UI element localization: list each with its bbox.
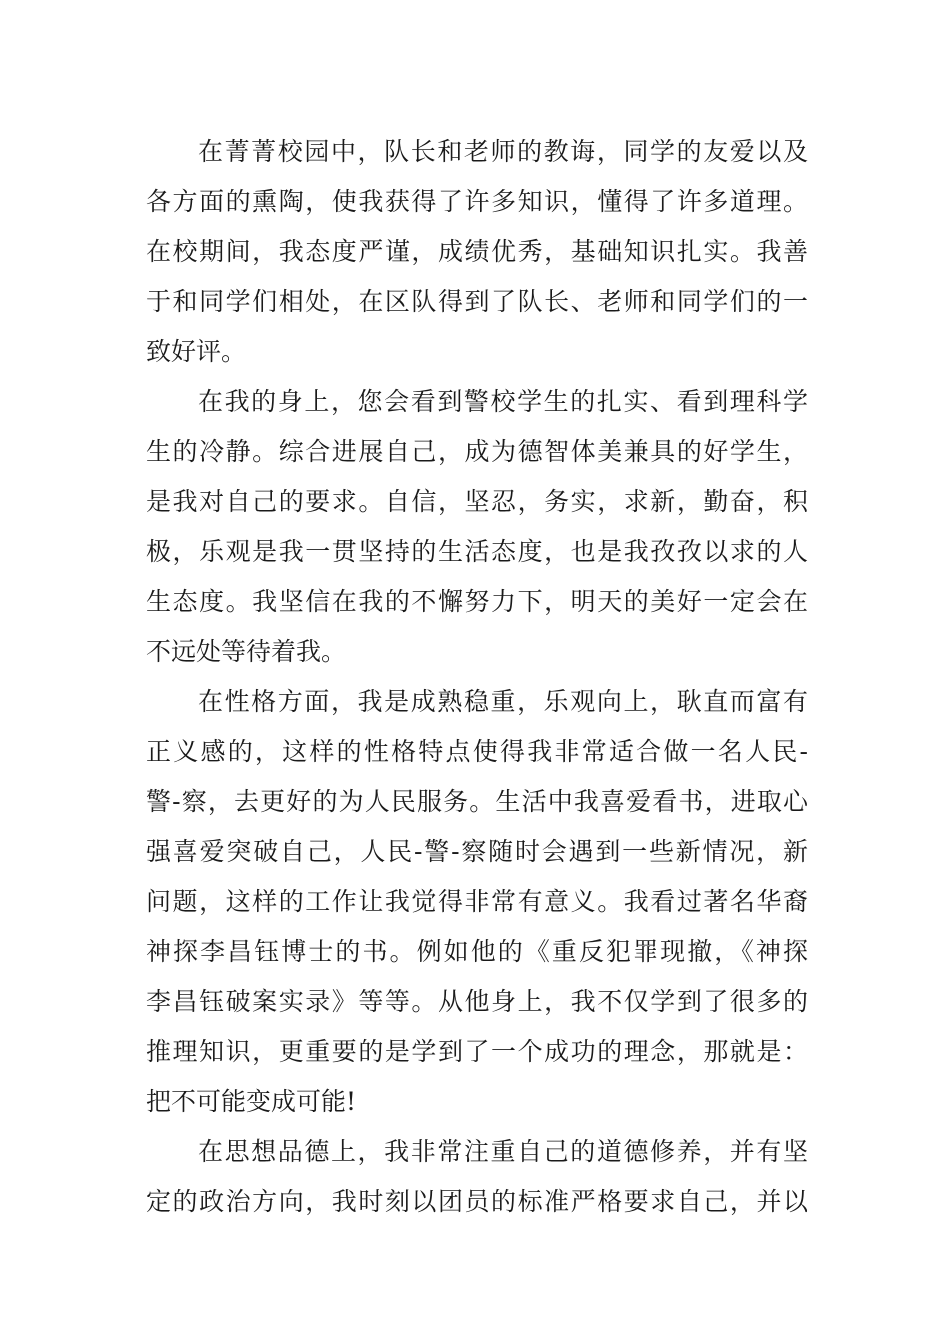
text-line: 致好评。: [146, 337, 247, 366]
text-line: 生的冷静。综合进展自己，成为德智体美兼具的好学生，: [146, 437, 808, 466]
text-line: 在校期间，我态度严谨，成绩优秀，基础知识扎实。我善: [146, 237, 808, 266]
text-line: 生态度。我坚信在我的不懈努力下，明天的美好一定会在: [146, 587, 808, 616]
text-line: 神探李昌钰博士的书。例如他的《重反犯罪现撤，《神探: [146, 937, 808, 966]
text-line: 定的政治方向，我时刻以团员的标准严格要求自己，并以: [146, 1187, 808, 1216]
text-line: 于和同学们相处，在区队得到了队长、老师和同学们的一: [146, 287, 808, 316]
text-line: 在性格方面，我是成熟稳重，乐观向上，耿直而富有: [198, 687, 808, 716]
text-line: 警-察，去更好的为人民服务。生活中我喜爱看书，进取心: [146, 787, 808, 816]
text-line: 不远处等待着我。: [146, 637, 347, 666]
paragraph-3: [146, 677, 808, 1127]
text-line: 正义感的，这样的性格特点使得我非常适合做一名人民-: [146, 737, 808, 766]
paragraph-2: [146, 377, 808, 677]
text-line: 推理知识，更重要的是学到了一个成功的理念，那就是：: [146, 1037, 808, 1066]
text-line: 把不可能变成可能!: [146, 1087, 357, 1116]
text-line: 在菁菁校园中，队长和老师的教诲，同学的友爱以及: [198, 137, 808, 166]
text-line: 极，乐观是我一贯坚持的生活态度，也是我孜孜以求的人: [146, 537, 808, 566]
paragraph-4: [146, 1127, 808, 1227]
text-line: 是我对自己的要求。自信，坚忍，务实，求新，勤奋，积: [146, 487, 808, 516]
text-line: 各方面的熏陶，使我获得了许多知识，懂得了许多道理。: [146, 187, 808, 216]
text-line: 强喜爱突破自己，人民-警-察随时会遇到一些新情况，新: [146, 837, 808, 866]
text-line: 李昌钰破案实录》等等。从他身上，我不仅学到了很多的: [146, 987, 808, 1016]
document-body: [146, 127, 808, 1227]
text-line: 在我的身上，您会看到警校学生的扎实、看到理科学: [198, 387, 808, 416]
text-line: 问题，这样的工作让我觉得非常有意义。我看过著名华裔: [146, 887, 808, 916]
text-line: 在思想品德上，我非常注重自己的道德修养，并有坚: [198, 1137, 808, 1166]
paragraph-1: [146, 127, 808, 377]
